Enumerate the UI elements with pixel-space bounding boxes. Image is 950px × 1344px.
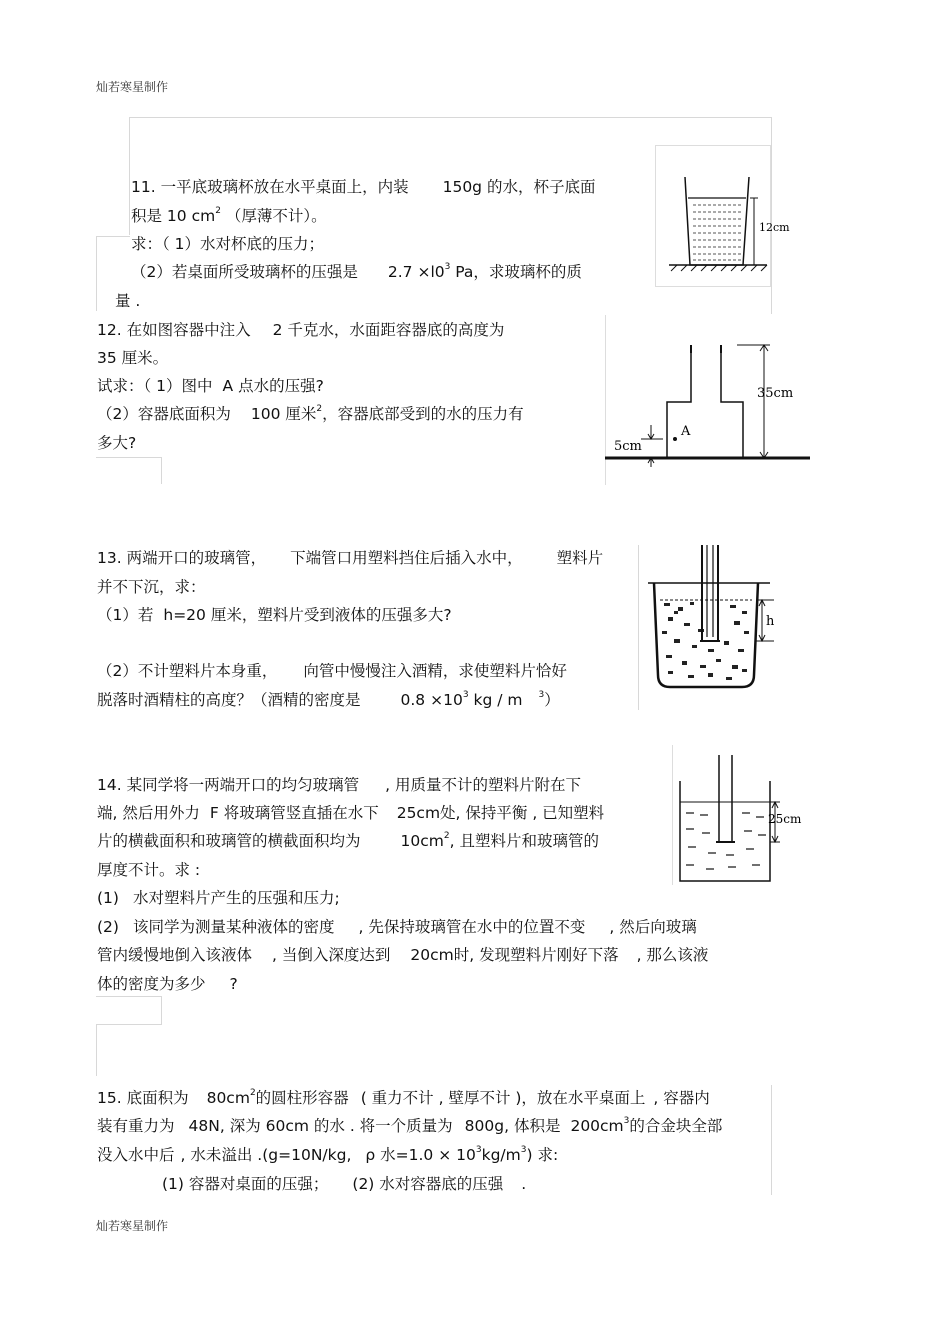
q13-line-2: 并不下沉，求： (97, 578, 206, 596)
q14-depth-label: 25cm (768, 812, 802, 826)
q13-line-5: 脱落时酒精柱的高度？（酒精的密度是 $0.8 \times 10^3$ kg / m $^3$） (97, 690, 560, 709)
q14-line-1: 14. 某同学将一两端开口的均匀玻璃管 , 用质量不计的塑料片附在下 (97, 776, 581, 794)
q12-line-4: （2）容器底面积为 100 厘米$^2$，容器底部受到的水的压力有 (97, 404, 524, 423)
q11-water-hatching (693, 205, 741, 260)
q11-line-5: 量 . (115, 292, 141, 310)
table-border-mid-v (161, 457, 162, 484)
q12-35cm-label: 35cm (757, 386, 794, 401)
q14-line-5: (1) 水对塑料片产生的压强和压力; (97, 889, 340, 907)
page-footer: 灿若寒星制作 (96, 1219, 169, 1233)
table-border-lower-2 (96, 1024, 162, 1025)
q14-line-2: 端, 然后用外力 F 将玻璃管竖直插在水下 25cm处, 保持平衡 , 已知塑料 (97, 804, 605, 822)
q15-line-4: (1) 容器对桌面的压强； (2) 水对容器底的压强 . (162, 1175, 527, 1193)
q12-point-a-label: A (681, 424, 691, 439)
q15-line-3: 没入水中后 , 水未溢出 .(g=10N/kg, ρ 水$=1.0 \times 10^3kg/m^3$) 求: (97, 1145, 559, 1164)
table-border-lower (96, 996, 162, 997)
table-border-lower-left (96, 1024, 97, 1076)
q12-5cm-label: 5cm (614, 439, 642, 454)
table-border-q13 (638, 545, 639, 710)
page-header: 灿若寒星制作 (96, 80, 169, 94)
q11-height-label: 12cm (759, 221, 790, 234)
q14-line-8: 体的密度为多少 ? (97, 975, 238, 993)
q11-line-2: 积是 10 $cm^2$ （厚薄不计）。 (131, 206, 327, 225)
q15-line-2: 装有重力为 48N, 深为 60cm 的水 . 将一个质量为 800g, 体积是 $200cm^3$的合金块全部 (97, 1116, 723, 1135)
q12-line-1: 12. 在如图容器中注入 2 千克水，水面距容器底的高度为 (97, 321, 505, 339)
table-border-step (96, 236, 130, 237)
q14-container-figure (672, 745, 808, 885)
q15-line-1: 15. 底面积为 $80cm^2$的圆柱形容器 ( 重力不计 , 壁厚不计 )，放在水平桌面上 , 容器内 (97, 1088, 710, 1107)
q12-line-3: 试求：（ 1）图中 A 点水的压强? (97, 377, 324, 395)
q11-line-1: 11. 一平底玻璃杯放在水平桌面上，内装 150g 的水，杯子底面 (131, 178, 596, 196)
q12-right-wall (721, 345, 743, 458)
q12-line-5: 多大? (97, 434, 137, 452)
table-border-left-2 (96, 236, 97, 311)
q11-glass-figure (655, 145, 790, 287)
q13-h-label: h (766, 614, 775, 629)
q11-line-3: 求：（ 1）水对杯底的压力； (131, 235, 325, 253)
q14-line-3: 片的横截面积和玻璃管的横截面积均为 $10cm^2$, 且塑料片和玻璃管的 (97, 831, 599, 850)
q13-line-3: （1）若 h=20 厘米，塑料片受到液体的压强多大? (97, 606, 452, 624)
table-border-left (129, 117, 130, 235)
q13-line-1: 13. 两端开口的玻璃管， 下端管口用塑料挡住后插入水中， 塑料片 (97, 549, 604, 567)
table-border-right (771, 117, 772, 314)
q13-line-4: （2）不计塑料片本身重， 向管中慢慢注入酒精，求使塑料片恰好 (97, 662, 567, 680)
q11-line-4: （2）若桌面所受玻璃杯的压强是 $2.7 \times l0^3$ Pa，求玻璃杯的质 (131, 262, 582, 281)
q12-point-a (673, 437, 677, 441)
q14-line-7: 管内缓慢地倒入该液体 , 当倒入深度达到 20cm时, 发现塑料片刚好下落 , 那么该液 (97, 946, 709, 964)
q12-left-wall (667, 345, 691, 458)
table-border-mid (96, 457, 162, 458)
q12-container-figure (605, 315, 813, 485)
table-border-top (129, 117, 772, 118)
q11-glass-outline (685, 177, 749, 265)
q14-container-outline (680, 781, 770, 881)
table-border-lower-v (161, 996, 162, 1025)
q11-table-hatch (671, 265, 767, 271)
q13-beaker-figure (648, 545, 778, 695)
q12-line-2: 35 厘米。 (97, 349, 169, 367)
table-border-bottom-right (771, 1085, 772, 1195)
q14-line-6: (2) 该同学为测量某种液体的密度 , 先保持玻璃管在水中的位置不变 , 然后向玻璃 (97, 918, 697, 936)
q14-line-4: 厚度不计。求 : (97, 861, 201, 879)
